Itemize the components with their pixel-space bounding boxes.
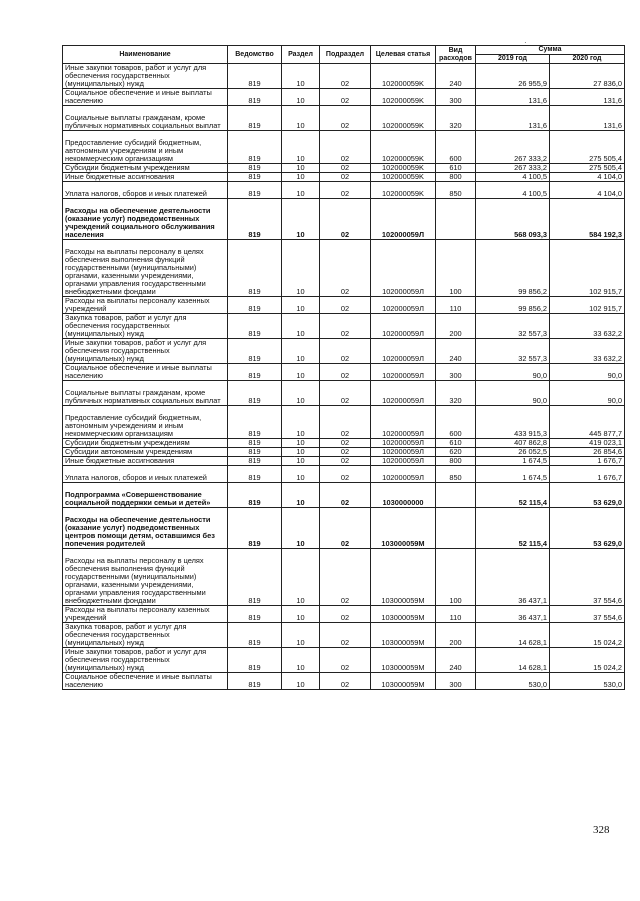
- table-cell-2020: 4 104,0: [550, 173, 625, 182]
- table-cell-subsection: 02: [320, 64, 371, 89]
- table-cell-target: 102000059K: [371, 182, 436, 199]
- table-cell-kind: 300: [436, 673, 476, 690]
- table-cell-section: 10: [282, 623, 320, 648]
- table-row: [63, 199, 625, 240]
- table-cell-2019: 26 955,9: [476, 64, 550, 89]
- table-row: [63, 89, 625, 106]
- table-cell-2019: 99 856,2: [476, 240, 550, 297]
- table-cell-name: Расходы на обеспечение деятельности (оказание услуг) подведомственных центров помощи детям, оставшимся без попечения родителей: [63, 508, 228, 549]
- table-cell-subsection: 02: [320, 457, 371, 466]
- table-cell-2020: 419 023,1: [550, 439, 625, 448]
- table-cell-dept: 819: [228, 339, 282, 364]
- table-cell-section: 10: [282, 339, 320, 364]
- table-cell-dept: 819: [228, 439, 282, 448]
- table-cell-section: 10: [282, 89, 320, 106]
- header-section: Раздел: [282, 46, 320, 64]
- table-cell-target: 102000059Л: [371, 448, 436, 457]
- table-cell-2019: 1 674,5: [476, 466, 550, 483]
- table-cell-2020: 530,0: [550, 673, 625, 690]
- table-cell-kind: 600: [436, 406, 476, 439]
- table-cell-2020: 27 836,0: [550, 64, 625, 89]
- table-cell-dept: 819: [228, 381, 282, 406]
- table-cell-target: 102000059K: [371, 164, 436, 173]
- table-cell-target: 103000059M: [371, 648, 436, 673]
- table-cell-dept: 819: [228, 199, 282, 240]
- table-cell-name: Социальное обеспечение и иные выплаты населению: [63, 89, 228, 106]
- table-cell-subsection: 02: [320, 89, 371, 106]
- table-cell-target: 102000059Л: [371, 381, 436, 406]
- table-cell-kind: 110: [436, 606, 476, 623]
- table-cell-2019: 52 115,4: [476, 508, 550, 549]
- table-cell-kind: 610: [436, 164, 476, 173]
- table-cell-subsection: 02: [320, 648, 371, 673]
- table-cell-kind: 610: [436, 439, 476, 448]
- table-cell-2020: 53 629,0: [550, 508, 625, 549]
- table-cell-section: 10: [282, 173, 320, 182]
- table-row: [63, 364, 625, 381]
- table-cell-subsection: 02: [320, 606, 371, 623]
- table-cell-section: 10: [282, 381, 320, 406]
- table-cell-name: Иные закупки товаров, работ и услуг для обеспечения государственных (муниципальных) нужд: [63, 339, 228, 364]
- table-row: [63, 606, 625, 623]
- table-cell-target: 102000059K: [371, 173, 436, 182]
- table-cell-target: 102000059Л: [371, 457, 436, 466]
- table-cell-name: Социальные выплаты гражданам, кроме публичных нормативных социальных выплат: [63, 106, 228, 131]
- table-cell-section: 10: [282, 131, 320, 164]
- table-row: [63, 448, 625, 457]
- table-cell-name: Расходы на выплаты персоналу казенных учреждений: [63, 297, 228, 314]
- header-dept: Ведомство: [228, 46, 282, 64]
- table-cell-2019: 14 628,1: [476, 648, 550, 673]
- table-cell-kind: 300: [436, 364, 476, 381]
- table-cell-subsection: 02: [320, 448, 371, 457]
- table-cell-2019: 14 628,1: [476, 623, 550, 648]
- table-cell-name: Иные бюджетные ассигнования: [63, 173, 228, 182]
- table-cell-target: 103000059M: [371, 673, 436, 690]
- table-cell-name: Субсидии бюджетным учреждениям: [63, 439, 228, 448]
- table-cell-dept: 819: [228, 648, 282, 673]
- table-cell-dept: 819: [228, 508, 282, 549]
- table-cell-dept: 819: [228, 64, 282, 89]
- table-cell-dept: 819: [228, 673, 282, 690]
- table-cell-target: 103000059M: [371, 508, 436, 549]
- table-cell-2020: 15 024,2: [550, 623, 625, 648]
- table-cell-2020: 584 192,3: [550, 199, 625, 240]
- table-cell-name: Уплата налогов, сборов и иных платежей: [63, 466, 228, 483]
- table-cell-subsection: 02: [320, 381, 371, 406]
- table-cell-section: 10: [282, 240, 320, 297]
- table-cell-name: Расходы на выплаты персоналу в целях обеспечения выполнения функций государственными (муниципальными) органами, казенными учреждениями, органами управления государственными внебюджетными фондами: [63, 549, 228, 606]
- page-number: 328: [593, 824, 610, 836]
- table-cell-kind: 600: [436, 131, 476, 164]
- table-row: [63, 182, 625, 199]
- header-target: Целевая статья: [371, 46, 436, 64]
- table-cell-subsection: 02: [320, 199, 371, 240]
- table-cell-name: Субсидии автономным учреждениям: [63, 448, 228, 457]
- table-cell-2019: 267 333,2: [476, 164, 550, 173]
- table-cell-subsection: 02: [320, 673, 371, 690]
- table-cell-name: Расходы на выплаты персоналу в целях обеспечения выполнения функций государственными (муниципальными) органами, казенными учреждениями, органами управления государственными внебюджетными фондами: [63, 240, 228, 297]
- table-cell-2019: 4 100,5: [476, 182, 550, 199]
- table-row: [63, 466, 625, 483]
- table-cell-2020: 37 554,6: [550, 606, 625, 623]
- table-cell-dept: 819: [228, 623, 282, 648]
- table-cell-2020: 15 024,2: [550, 648, 625, 673]
- table-row: [63, 173, 625, 182]
- table-cell-2020: 445 877,7: [550, 406, 625, 439]
- table-row: [63, 381, 625, 406]
- table-cell-target: 103000059M: [371, 606, 436, 623]
- table-cell-dept: 819: [228, 106, 282, 131]
- table-cell-target: 102000059Л: [371, 364, 436, 381]
- table-cell-2020: 90,0: [550, 381, 625, 406]
- table-cell-2020: 102 915,7: [550, 240, 625, 297]
- table-cell-2019: 90,0: [476, 364, 550, 381]
- table-cell-subsection: 02: [320, 164, 371, 173]
- table-cell-section: 10: [282, 457, 320, 466]
- table-cell-subsection: 02: [320, 339, 371, 364]
- table-cell-2019: 530,0: [476, 673, 550, 690]
- table-cell-section: 10: [282, 673, 320, 690]
- table-cell-section: 10: [282, 64, 320, 89]
- table-cell-2019: 131,6: [476, 89, 550, 106]
- table-cell-2019: 407 862,8: [476, 439, 550, 448]
- table-cell-2020: 131,6: [550, 106, 625, 131]
- table-cell-dept: 819: [228, 466, 282, 483]
- table-cell-dept: 819: [228, 182, 282, 199]
- table-row: [63, 106, 625, 131]
- table-cell-2020: 131,6: [550, 89, 625, 106]
- table-cell-dept: 819: [228, 448, 282, 457]
- table-cell-section: 10: [282, 199, 320, 240]
- table-cell-kind: 110: [436, 297, 476, 314]
- table-cell-subsection: 02: [320, 549, 371, 606]
- table-cell-2019: 4 100,5: [476, 173, 550, 182]
- table-cell-section: 10: [282, 106, 320, 131]
- table-cell-name: Социальные выплаты гражданам, кроме публичных нормативных социальных выплат: [63, 381, 228, 406]
- table-cell-kind: 240: [436, 339, 476, 364]
- table-cell-subsection: 02: [320, 182, 371, 199]
- table-cell-section: 10: [282, 297, 320, 314]
- table-cell-2020: 26 854,6: [550, 448, 625, 457]
- table-cell-2020: 4 104,0: [550, 182, 625, 199]
- table-cell-target: 102000059Л: [371, 406, 436, 439]
- table-cell-kind: 800: [436, 457, 476, 466]
- table-cell-section: 10: [282, 364, 320, 381]
- table-cell-target: 102000059Л: [371, 339, 436, 364]
- table-row: [63, 339, 625, 364]
- table-cell-kind: [436, 199, 476, 240]
- table-cell-2020: 275 505,4: [550, 164, 625, 173]
- table-cell-2020: 53 629,0: [550, 483, 625, 508]
- table-row: [63, 314, 625, 339]
- table-cell-target: 1030000000: [371, 483, 436, 508]
- table-cell-name: Подпрограмма «Совершенствование социальной поддержки семьи и детей»: [63, 483, 228, 508]
- table-cell-dept: 819: [228, 606, 282, 623]
- table-cell-dept: 819: [228, 173, 282, 182]
- scan-speck: ·: [293, 452, 296, 461]
- table-cell-target: 102000059K: [371, 89, 436, 106]
- table-cell-dept: 819: [228, 297, 282, 314]
- table-cell-2020: 102 915,7: [550, 297, 625, 314]
- table-cell-2019: 433 915,3: [476, 406, 550, 439]
- table-cell-section: 10: [282, 508, 320, 549]
- table-body: [63, 64, 625, 690]
- table-cell-target: 102000059Л: [371, 466, 436, 483]
- table-cell-section: 10: [282, 164, 320, 173]
- table-cell-kind: 850: [436, 182, 476, 199]
- table-cell-kind: 620: [436, 448, 476, 457]
- table-cell-target: 102000059Л: [371, 199, 436, 240]
- table-row: [63, 439, 625, 448]
- table-row: [63, 131, 625, 164]
- table-row: [63, 673, 625, 690]
- table-cell-target: 102000059Л: [371, 314, 436, 339]
- table-cell-section: 10: [282, 182, 320, 199]
- table-cell-target: 103000059M: [371, 549, 436, 606]
- table-row: [63, 549, 625, 606]
- table-cell-subsection: 02: [320, 406, 371, 439]
- header-sum: Сумма: [476, 46, 625, 55]
- table-cell-target: 102000059Л: [371, 439, 436, 448]
- table-cell-2019: 267 333,2: [476, 131, 550, 164]
- table-cell-section: 10: [282, 406, 320, 439]
- table-cell-dept: 819: [228, 483, 282, 508]
- table-cell-2019: 26 052,5: [476, 448, 550, 457]
- header-2020: 2020 год: [550, 55, 625, 64]
- table-cell-name: Социальное обеспечение и иные выплаты населению: [63, 673, 228, 690]
- budget-table: [62, 45, 625, 690]
- table-cell-name: Расходы на выплаты персоналу казенных учреждений: [63, 606, 228, 623]
- table-cell-2019: 32 557,3: [476, 314, 550, 339]
- table-row: [63, 483, 625, 508]
- table-cell-name: Закупка товаров, работ и услуг для обеспечения государственных (муниципальных) нужд: [63, 623, 228, 648]
- table-cell-name: Социальное обеспечение и иные выплаты населению: [63, 364, 228, 381]
- table-cell-subsection: 02: [320, 623, 371, 648]
- header-kind: Вид расходов: [436, 46, 476, 64]
- table-row: [63, 164, 625, 173]
- table-cell-kind: 240: [436, 648, 476, 673]
- table-row: [63, 240, 625, 297]
- table-cell-2019: 32 557,3: [476, 339, 550, 364]
- table-cell-target: 102000059K: [371, 131, 436, 164]
- table-cell-subsection: 02: [320, 240, 371, 297]
- table-cell-2019: 131,6: [476, 106, 550, 131]
- table-row: [63, 64, 625, 89]
- table-cell-section: 10: [282, 466, 320, 483]
- scan-speck: ·: [524, 38, 527, 47]
- table-cell-section: 10: [282, 549, 320, 606]
- table-cell-name: Субсидии бюджетным учреждениям: [63, 164, 228, 173]
- table-cell-name: Закупка товаров, работ и услуг для обеспечения государственных (муниципальных) нужд: [63, 314, 228, 339]
- table-cell-kind: 100: [436, 549, 476, 606]
- table-cell-2019: 1 674,5: [476, 457, 550, 466]
- table-cell-section: 10: [282, 648, 320, 673]
- table-cell-dept: 819: [228, 314, 282, 339]
- table-row: [63, 623, 625, 648]
- table-cell-2020: 33 632,2: [550, 339, 625, 364]
- table-cell-kind: 240: [436, 64, 476, 89]
- table-cell-dept: 819: [228, 549, 282, 606]
- table-cell-target: 102000059K: [371, 106, 436, 131]
- table-row: [63, 457, 625, 466]
- table-cell-subsection: 02: [320, 173, 371, 182]
- table-row: [63, 297, 625, 314]
- table-cell-2019: 52 115,4: [476, 483, 550, 508]
- table-cell-target: 102000059Л: [371, 240, 436, 297]
- table-cell-subsection: 02: [320, 466, 371, 483]
- table-cell-name: Иные закупки товаров, работ и услуг для обеспечения государственных (муниципальных) нужд: [63, 648, 228, 673]
- table-cell-2020: 1 676,7: [550, 457, 625, 466]
- table-cell-2020: 37 554,6: [550, 549, 625, 606]
- table-cell-subsection: 02: [320, 439, 371, 448]
- table-cell-target: 102000059K: [371, 64, 436, 89]
- table-cell-name: Иные бюджетные ассигнования: [63, 457, 228, 466]
- table-cell-kind: 300: [436, 89, 476, 106]
- table-cell-subsection: 02: [320, 508, 371, 549]
- table-cell-2019: 99 856,2: [476, 297, 550, 314]
- table-cell-dept: 819: [228, 164, 282, 173]
- table-cell-target: 102000059Л: [371, 297, 436, 314]
- table-cell-kind: 850: [436, 466, 476, 483]
- table-cell-section: 10: [282, 448, 320, 457]
- table-cell-dept: 819: [228, 131, 282, 164]
- table-row: [63, 508, 625, 549]
- table-cell-name: Иные закупки товаров, работ и услуг для обеспечения государственных (муниципальных) нужд: [63, 64, 228, 89]
- table-cell-kind: 200: [436, 623, 476, 648]
- table-cell-dept: 819: [228, 406, 282, 439]
- table-cell-dept: 819: [228, 240, 282, 297]
- table-cell-2020: 275 505,4: [550, 131, 625, 164]
- table-cell-2019: 36 437,1: [476, 606, 550, 623]
- header-2019: 2019 год: [476, 55, 550, 64]
- table-cell-2019: 36 437,1: [476, 549, 550, 606]
- table-cell-dept: 819: [228, 364, 282, 381]
- table-cell-section: 10: [282, 314, 320, 339]
- table-row: [63, 406, 625, 439]
- table-cell-name: Расходы на обеспечение деятельности (оказание услуг) подведомственных учреждений социального обслуживания населения: [63, 199, 228, 240]
- table-cell-2020: 33 632,2: [550, 314, 625, 339]
- table-cell-dept: 819: [228, 457, 282, 466]
- header-subsection: Подраздел: [320, 46, 371, 64]
- table-cell-2020: 90,0: [550, 364, 625, 381]
- table-cell-dept: 819: [228, 89, 282, 106]
- table-cell-subsection: 02: [320, 483, 371, 508]
- table-cell-kind: 320: [436, 381, 476, 406]
- table-cell-2020: 1 676,7: [550, 466, 625, 483]
- table-cell-2019: 90,0: [476, 381, 550, 406]
- table-cell-subsection: 02: [320, 364, 371, 381]
- header-name: Наименование: [63, 46, 228, 64]
- table-cell-section: 10: [282, 483, 320, 508]
- table-cell-kind: 800: [436, 173, 476, 182]
- table-cell-target: 103000059M: [371, 623, 436, 648]
- table-cell-name: Уплата налогов, сборов и иных платежей: [63, 182, 228, 199]
- table-row: [63, 648, 625, 673]
- table-cell-subsection: 02: [320, 106, 371, 131]
- table-cell-kind: 320: [436, 106, 476, 131]
- table-cell-kind: [436, 483, 476, 508]
- table-cell-name: Предоставление субсидий бюджетным, автономным учреждениям и иным некоммерческим организациям: [63, 131, 228, 164]
- table-cell-subsection: 02: [320, 131, 371, 164]
- table-cell-section: 10: [282, 606, 320, 623]
- table-cell-kind: 100: [436, 240, 476, 297]
- table-cell-2019: 568 093,3: [476, 199, 550, 240]
- table-cell-name: Предоставление субсидий бюджетным, автономным учреждениям и иным некоммерческим организациям: [63, 406, 228, 439]
- table-cell-subsection: 02: [320, 297, 371, 314]
- table-cell-kind: 200: [436, 314, 476, 339]
- table-cell-section: 10: [282, 439, 320, 448]
- table-cell-subsection: 02: [320, 314, 371, 339]
- table-cell-kind: [436, 508, 476, 549]
